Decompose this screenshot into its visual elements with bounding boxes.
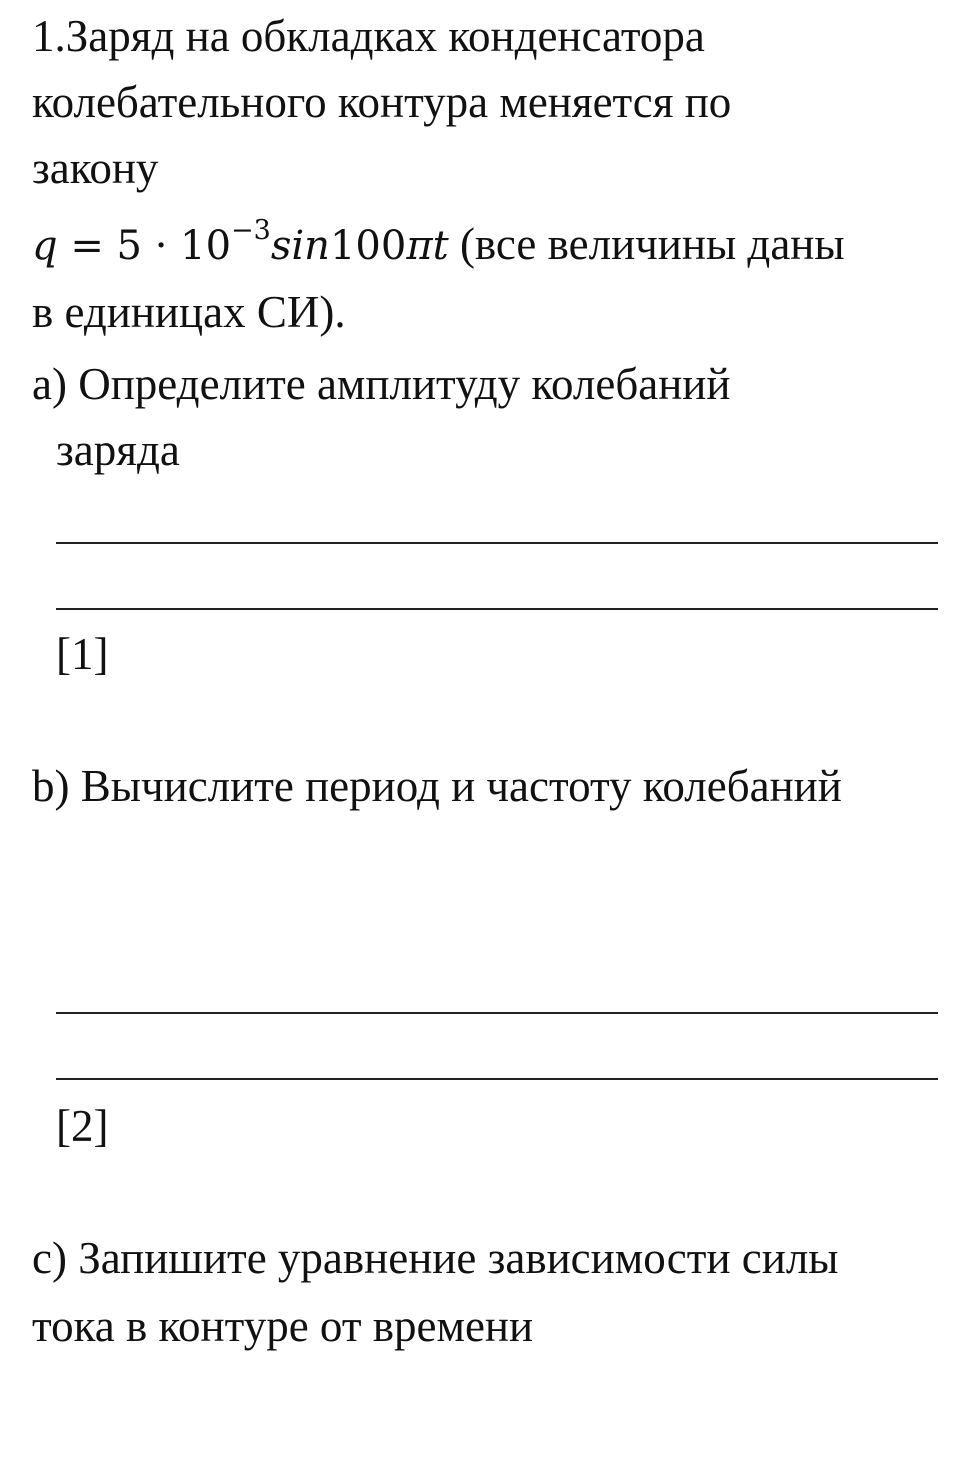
intro-line-1: 1.Заряд на обкладках конденсатора (32, 11, 705, 61)
units-line: в единицах СИ). (32, 287, 346, 337)
formula-tail-text: (все величины даны (448, 219, 845, 269)
answer-line-b-2[interactable] (56, 1078, 938, 1080)
part-b-mark: [2] (56, 1101, 109, 1151)
charge-formula (32, 215, 449, 269)
part-a-mark: [1] (56, 629, 109, 679)
part-a-line-2: заряда (56, 425, 180, 475)
part-c-line-1: с) Запишите уравнение зависимости силы (32, 1233, 839, 1283)
formula-pi-t: πt (406, 223, 449, 269)
formula-exponent: −3 (231, 215, 271, 246)
part-c-line-2: тока в контуре от времени (32, 1301, 534, 1351)
answer-line-a-1[interactable] (56, 542, 938, 544)
intro-line-2: колебательного контура меняется по (32, 77, 732, 127)
intro-line-3: закону (32, 143, 159, 193)
formula-line (32, 216, 845, 279)
formula-argument-number: 100 (329, 223, 407, 269)
formula-coefficient: = 5 · 10 (57, 223, 232, 269)
formula-sin: sin (270, 223, 330, 269)
part-a-line-1: а) Определите амплитуду колебаний (32, 359, 731, 409)
part-b-line-1: b) Вычислите период и частоту колебаний (32, 761, 842, 811)
formula-q: q (32, 223, 58, 269)
answer-line-a-2[interactable] (56, 608, 938, 610)
answer-line-b-1[interactable] (56, 1012, 938, 1014)
